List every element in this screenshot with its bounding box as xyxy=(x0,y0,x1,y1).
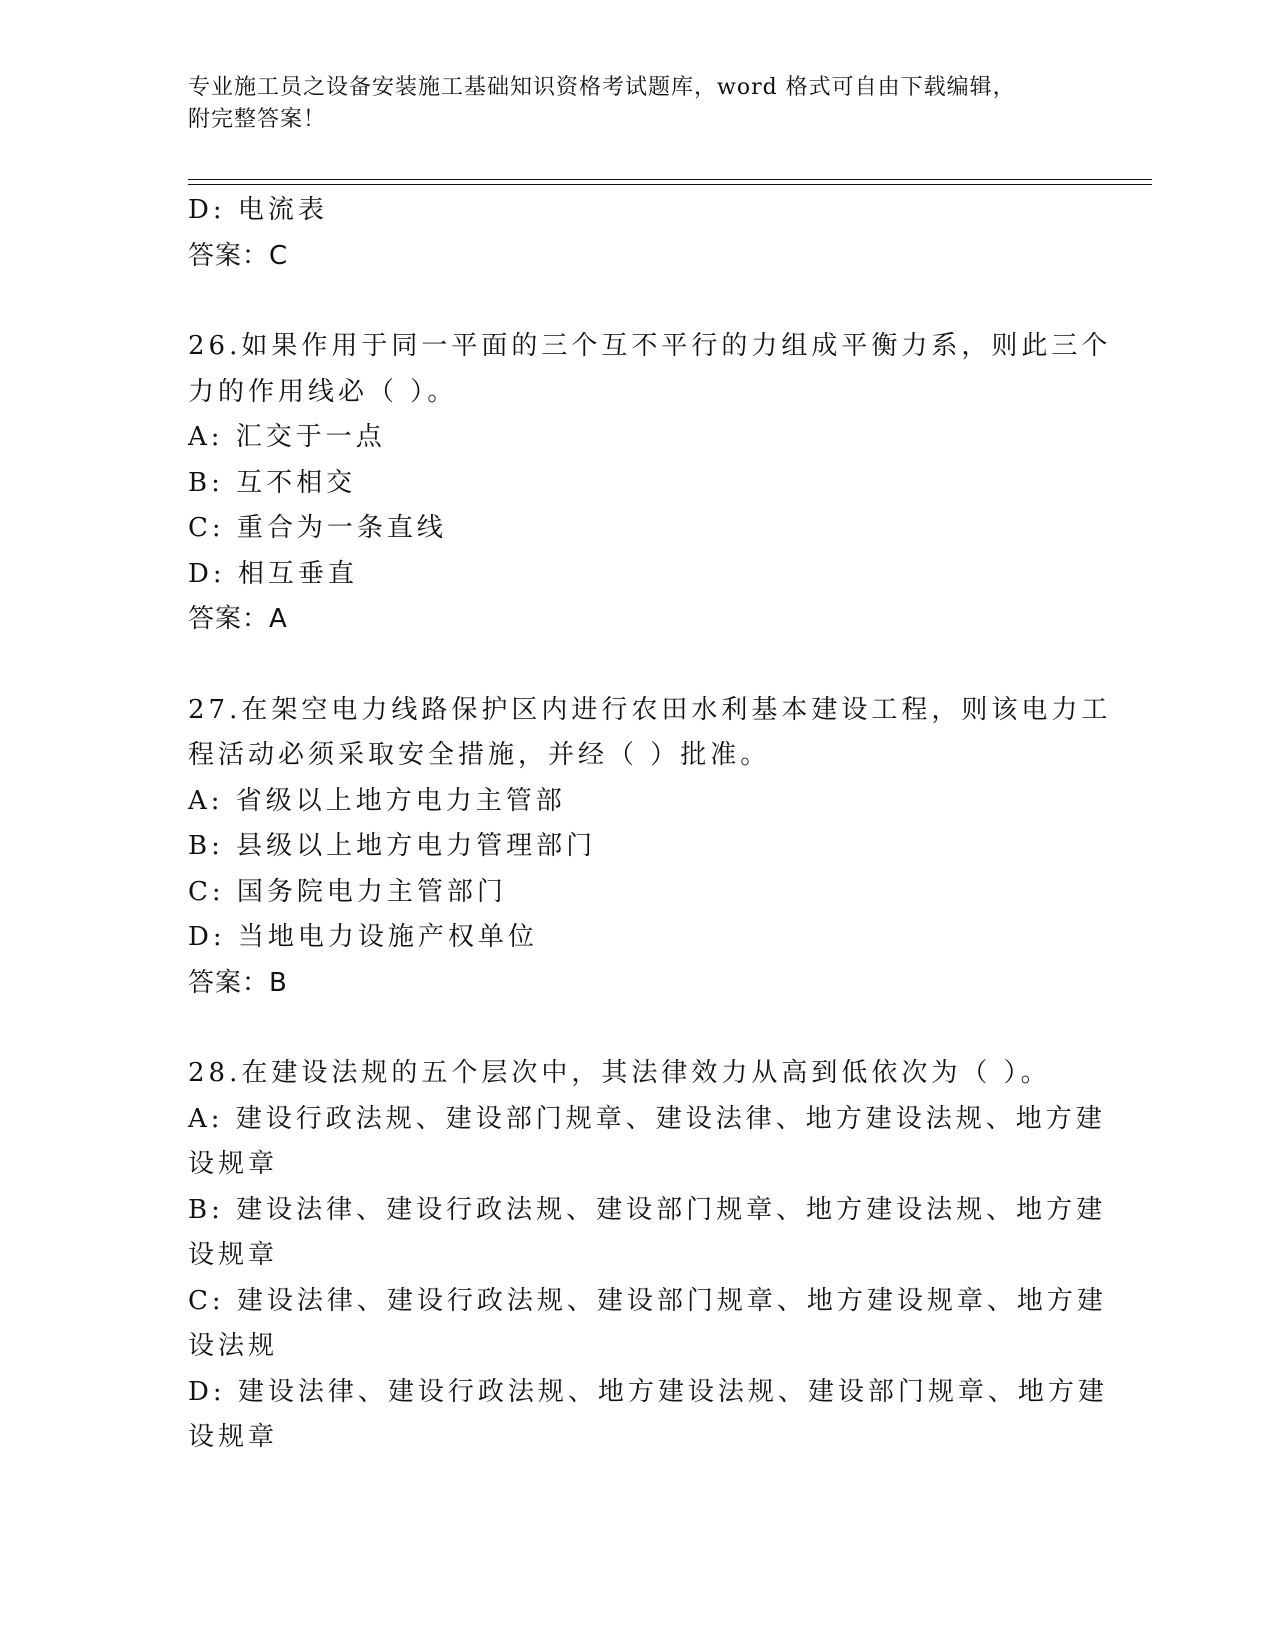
option-c: C: 建设法律、建设行政法规、建设部门规章、地方建设规章、地方建 xyxy=(188,1285,1107,1316)
header-line-2: 附完整答案！ xyxy=(188,107,327,132)
page-header xyxy=(188,72,1088,136)
header-rule-bottom xyxy=(188,184,1152,185)
option-c: C: 重合为一条直线 xyxy=(188,513,447,543)
header-rule-top xyxy=(188,179,1152,180)
question-stem: 程活动必须采取安全措施，并经（ ）批准。 xyxy=(188,740,771,770)
option-b: B: 建设法律、建设行政法规、建设部门规章、地方建设法规、地方建 xyxy=(188,1194,1107,1225)
option-c: C: 国务院电力主管部门 xyxy=(188,876,507,907)
question-stem: 28.在建设法规的五个层次中，其法律效力从高到低依次为（ ）。 xyxy=(188,1058,1051,1088)
option-d: D: 建设法律、建设行政法规、地方建设法规、建设部门规章、地方建 xyxy=(188,1376,1108,1407)
option-d-continued: 设规章 xyxy=(188,1422,279,1452)
question-26 xyxy=(188,324,1112,643)
option-b: B: 县级以上地方电力管理部门 xyxy=(188,831,597,861)
option-b: B: 互不相交 xyxy=(188,467,357,498)
option-a-continued: 设规章 xyxy=(188,1149,279,1179)
answer-line: 答案：C xyxy=(188,240,289,271)
option-a: A: 汇交于一点 xyxy=(188,422,386,452)
question-stem: 26.如果作用于同一平面的三个互不平行的力组成平衡力系，则此三个 xyxy=(188,331,1112,361)
option-a: A: 省级以上地方电力主管部 xyxy=(188,785,566,816)
answer-line: 答案：B xyxy=(188,967,288,998)
option-c-continued: 设法规 xyxy=(188,1331,279,1361)
option-d: D: 当地电力设施产权单位 xyxy=(188,922,538,952)
question-28 xyxy=(188,1051,1108,1461)
option-d: D: 相互垂直 xyxy=(188,558,358,589)
option-b-continued: 设规章 xyxy=(188,1240,279,1270)
question-content xyxy=(188,188,1112,1461)
question-27 xyxy=(188,688,1112,1007)
answer-line: 答案：A xyxy=(188,604,288,634)
header-line-1: 专业施工员之设备安装施工基础知识资格考试题库，word 格式可自由下载编辑， xyxy=(188,75,1016,100)
question-stem: 力的作用线必（ ）。 xyxy=(188,376,458,407)
option-a: A: 建设行政法规、建设部门规章、建设法律、地方建设法规、地方建 xyxy=(188,1103,1106,1134)
question-stem: 27.在架空电力线路保护区内进行农田水利基本建设工程，则该电力工 xyxy=(188,694,1112,725)
option-d: D: 电流表 xyxy=(188,195,328,225)
